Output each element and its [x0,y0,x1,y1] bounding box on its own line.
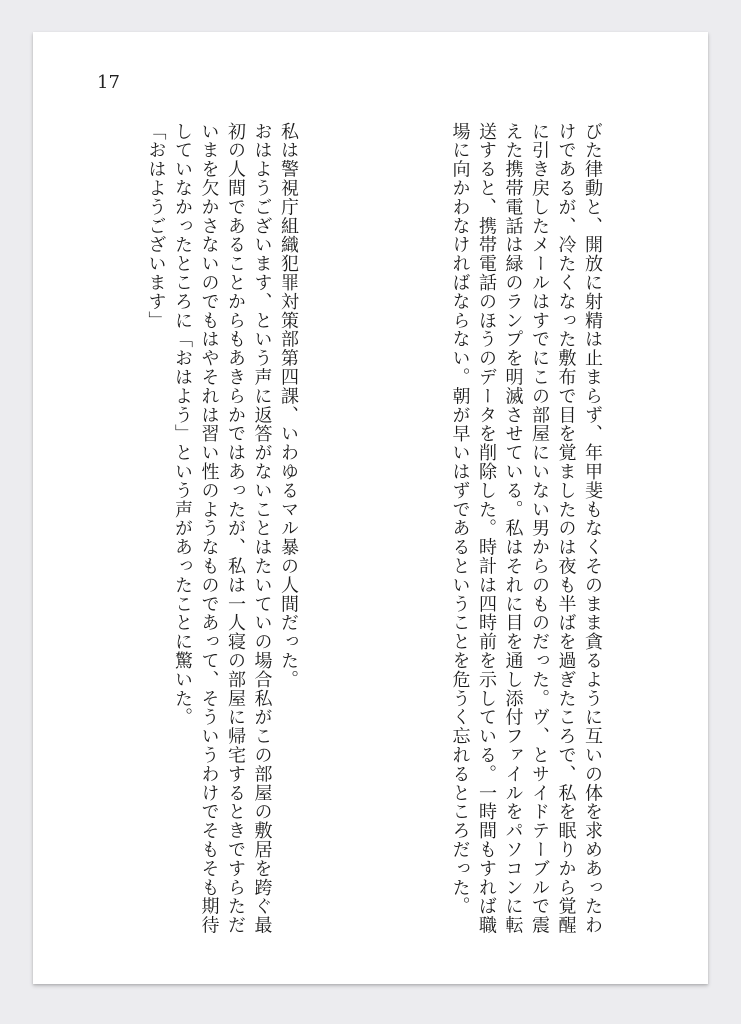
paragraph: びた律動と、開放に射精は止まらず、年甲斐もなくそのまま貪るように互いの体を求めあったわけであるが、冷たくなった敷布で目を覚ましたのは夜も半ばを過ぎたころで、私を眠りから覚醒に引き戻したメールはすでにこの部屋にいない男からのものだった。ヴ、とサイドテーブルで震えた携帯電話は緑のランプを明滅させている。私はそれに目を通し添付ファイルをパソコンに転送すると、携帯電話のほうのデータを削除した。時計は四時前を示している。一時間もすれば職場に向かわなければならない。朝が早いはずであるということを危うく忘れるところだった。 [449,122,603,935]
page-number: 17 [97,72,120,93]
text-column-left [101,122,301,952]
paragraph: おはようございます、という声に返答がないことはたいていの場合私がこの部屋の敷居を跨ぐ最初の人間であることからもあきらかではあったが、私は一人寝の部屋に帰宅するときですらただいまを欠かさないのでもはやそれは習い性のようなものであって、そういうわけでそもそも期待していなかったところに「おはよう」という声があったことに驚いた。 [172,122,273,935]
paragraph: 私は警視庁組織犯罪対策部第四課、いわゆるマル暴の人間だった。 [278,122,299,689]
text-column-right [405,122,605,952]
paragraph: 「おはようございます」 [145,122,167,330]
book-page [33,32,708,984]
